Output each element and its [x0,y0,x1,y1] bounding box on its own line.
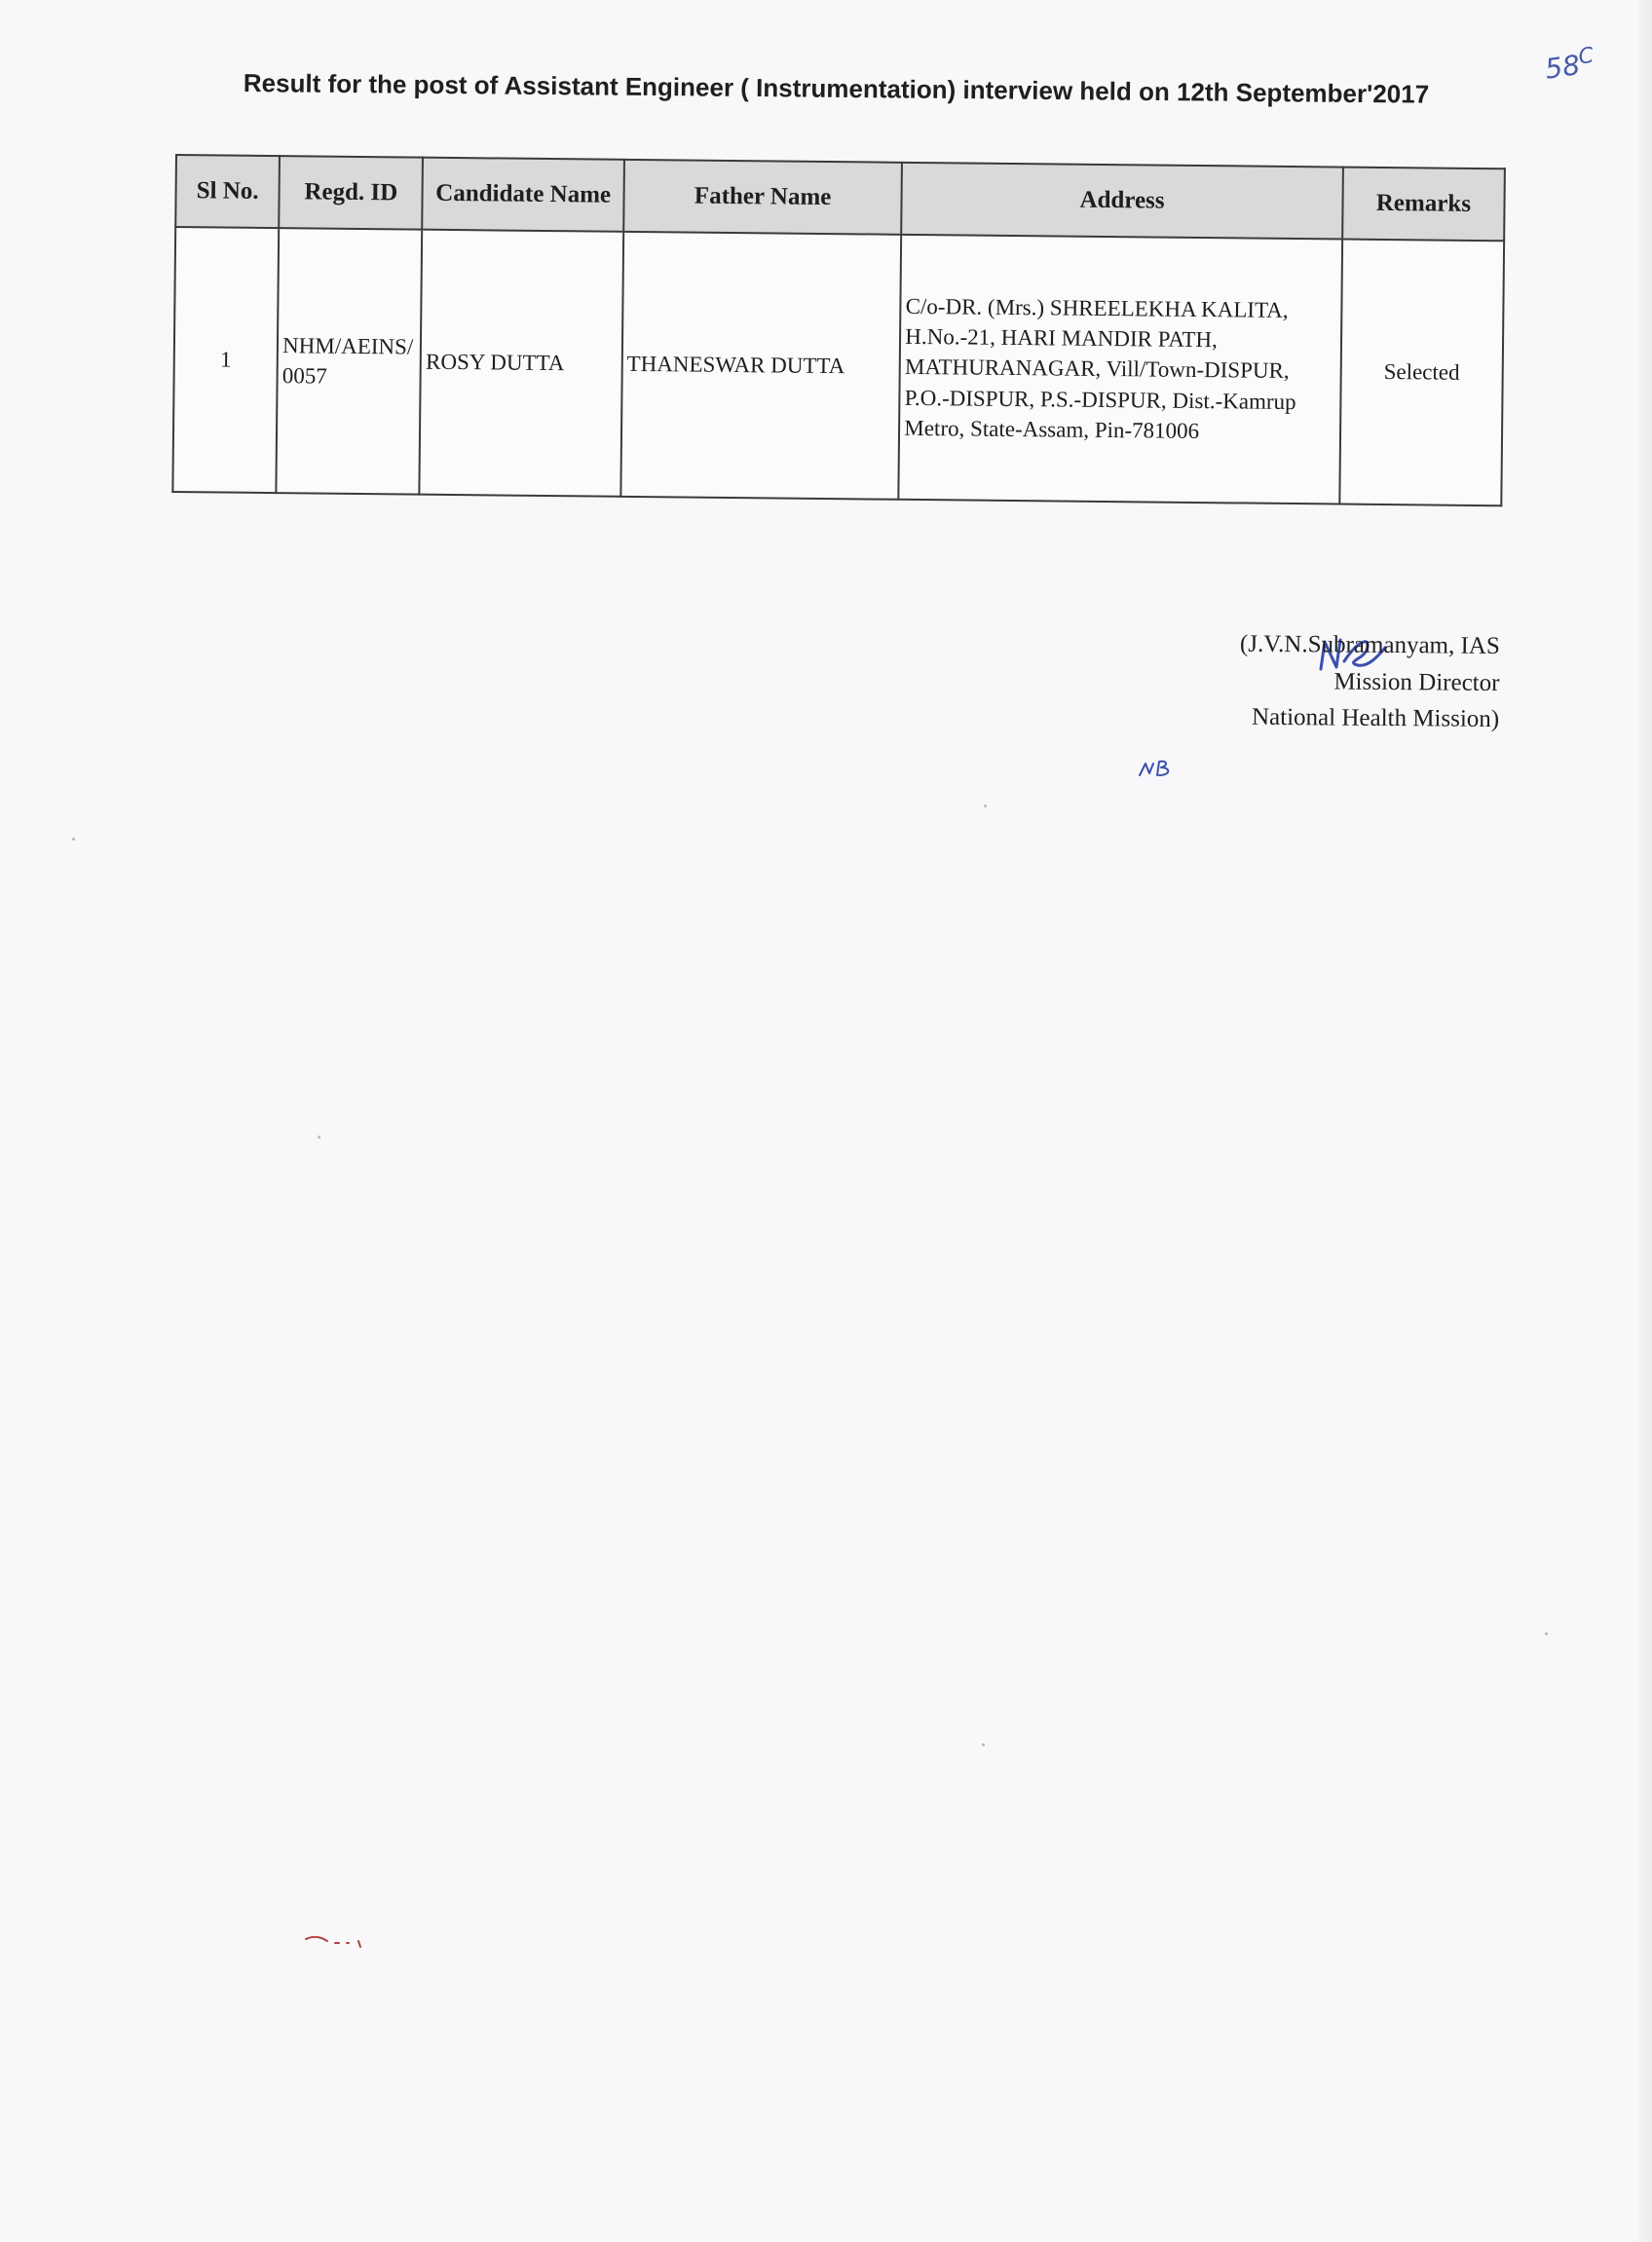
signature-block [1148,625,1500,738]
cell-regd-id: NHM/AEINS/0057 [277,228,423,495]
cell-sl-no: 1 [172,227,279,493]
handwritten-page-number: $58^C$ [1543,43,1596,86]
stray-ink-mark [304,1933,372,1949]
result-table [171,154,1506,506]
header-father-name: Father Name [623,160,902,235]
header-regd-id: Regd. ID [279,156,423,230]
scan-speck [984,804,987,807]
table-header-row [175,155,1505,241]
table-row [172,227,1504,505]
page-edge [1638,0,1652,2242]
document-title: Result for the post of Assistant Engineer ( Instrumentation) interview held on 12th September'2017 [243,68,1430,109]
signatory-designation: Mission Director [1333,668,1500,696]
header-candidate-name: Candidate Name [423,158,624,232]
scan-speck [982,1743,985,1746]
result-table-container [171,154,1506,506]
cell-address: C/o-DR. (Mrs.) SHREELEKHA KALITA, H.No.-21, HARI MANDIR PATH, MATHURANAGAR, Vill/Town-DISPUR, P.O.-DISPUR, P.S.-DISPUR, Dist.-Kamrup Metro, State-Assam, Pin-781006 [899,235,1342,504]
cell-father-name: THANESWAR DUTTA [620,232,901,500]
handwritten-initials [1138,758,1181,779]
header-sl-no: Sl No. [175,155,280,228]
scan-speck [318,1136,320,1139]
signatory-organization: National Health Mission) [1251,703,1500,732]
scan-speck [1545,1632,1548,1635]
scan-speck [72,838,75,841]
signatory-name: (J.V.N.Subramanyam, IAS [1239,630,1500,659]
cell-remarks: Selected [1339,240,1504,506]
header-remarks: Remarks [1342,168,1505,242]
cell-candidate-name: ROSY DUTTA [420,230,623,497]
header-address: Address [901,163,1342,240]
